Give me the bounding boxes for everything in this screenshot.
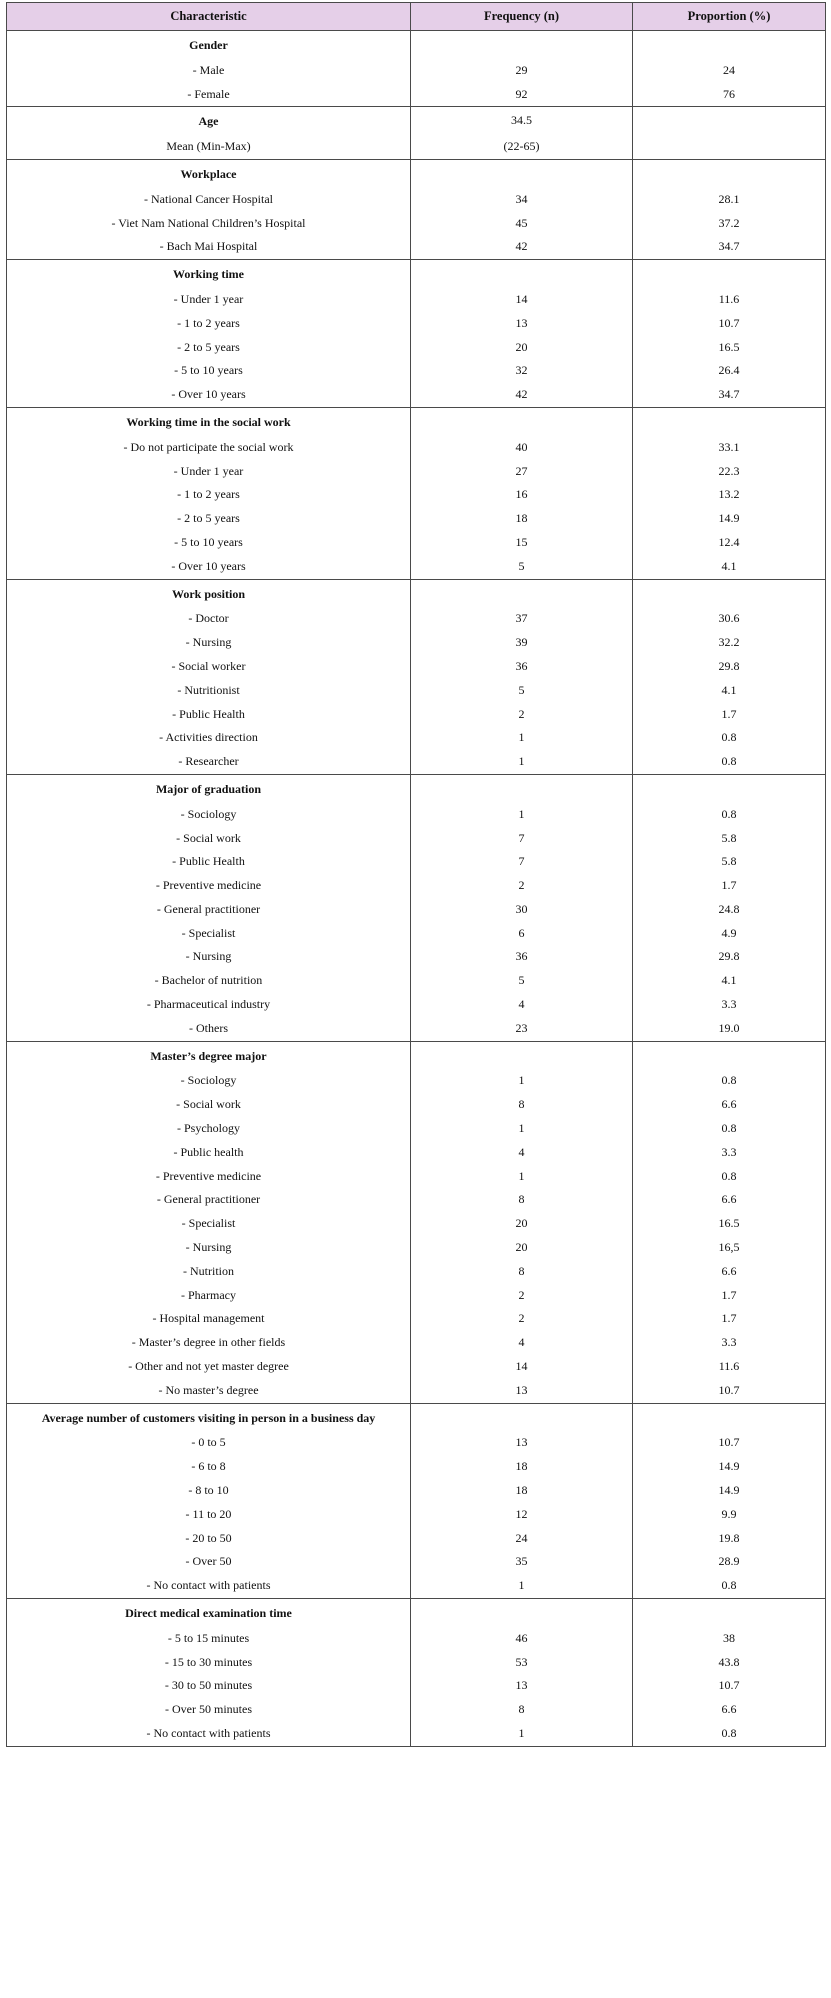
table-group-header-row [7, 774, 826, 802]
row-proportion: 19.0 [633, 1017, 826, 1041]
group-proportion [633, 407, 826, 435]
row-proportion: 0.8 [633, 726, 826, 750]
table-row [7, 483, 826, 507]
row-label: Mean (Min-Max) [7, 135, 411, 159]
row-proportion: 12.4 [633, 531, 826, 555]
table-row [7, 188, 826, 212]
group-proportion [633, 579, 826, 607]
table-row [7, 1550, 826, 1574]
table-row [7, 531, 826, 555]
row-proportion: 11.6 [633, 288, 826, 312]
row-frequency: 8 [411, 1260, 633, 1284]
row-proportion: 1.7 [633, 703, 826, 727]
table-row [7, 83, 826, 107]
table-header-row [7, 3, 826, 31]
row-label: - Pharmacy [7, 1284, 411, 1308]
table-row [7, 969, 826, 993]
table-group-header-row [7, 1403, 826, 1431]
table-row [7, 235, 826, 259]
row-proportion: 26.4 [633, 359, 826, 383]
table-row [7, 1165, 826, 1189]
row-frequency: 20 [411, 1236, 633, 1260]
row-label: - 5 to 10 years [7, 359, 411, 383]
group-frequency [411, 1599, 633, 1627]
table-group-header-row [7, 159, 826, 187]
table-row [7, 1455, 826, 1479]
table-row [7, 1236, 826, 1260]
table-row [7, 436, 826, 460]
table-row [7, 631, 826, 655]
group-title: Age [7, 107, 411, 135]
row-frequency: 35 [411, 1550, 633, 1574]
group-frequency: 34.5 [411, 107, 633, 135]
row-proportion: 1.7 [633, 874, 826, 898]
group-title: Work position [7, 579, 411, 607]
group-proportion [633, 1041, 826, 1069]
row-label: - No contact with patients [7, 1722, 411, 1746]
row-label: - Others [7, 1017, 411, 1041]
group-frequency [411, 1403, 633, 1431]
table-body [7, 31, 826, 1747]
row-proportion: 22.3 [633, 460, 826, 484]
row-proportion: 32.2 [633, 631, 826, 655]
table-row [7, 1069, 826, 1093]
row-frequency: 39 [411, 631, 633, 655]
row-proportion: 10.7 [633, 1431, 826, 1455]
column-header-frequency: Frequency (n) [411, 3, 633, 31]
row-frequency: 13 [411, 312, 633, 336]
group-title: Master’s degree major [7, 1041, 411, 1069]
row-frequency: 14 [411, 1355, 633, 1379]
table-row [7, 212, 826, 236]
row-proportion: 5.8 [633, 827, 826, 851]
row-label: - Pharmaceutical industry [7, 993, 411, 1017]
row-proportion: 16.5 [633, 1212, 826, 1236]
row-label: - Other and not yet master degree [7, 1355, 411, 1379]
group-title: Direct medical examination time [7, 1599, 411, 1627]
row-label: - 2 to 5 years [7, 507, 411, 531]
table-row [7, 1722, 826, 1746]
table-row [7, 1117, 826, 1141]
column-header-proportion: Proportion (%) [633, 3, 826, 31]
row-proportion: 0.8 [633, 1722, 826, 1746]
row-frequency: 29 [411, 59, 633, 83]
row-proportion: 16.5 [633, 336, 826, 360]
column-header-characteristic: Characteristic [7, 3, 411, 31]
group-title: Major of graduation [7, 774, 411, 802]
row-label: - Psychology [7, 1117, 411, 1141]
row-proportion: 0.8 [633, 1165, 826, 1189]
row-proportion: 4.1 [633, 555, 826, 579]
table-row [7, 1379, 826, 1403]
row-label: - General practitioner [7, 1188, 411, 1212]
row-label: - Under 1 year [7, 460, 411, 484]
group-proportion [633, 1599, 826, 1627]
row-label: - Sociology [7, 803, 411, 827]
row-frequency: 1 [411, 1069, 633, 1093]
group-frequency [411, 1041, 633, 1069]
row-proportion: 4.1 [633, 679, 826, 703]
table-row [7, 359, 826, 383]
row-frequency: 4 [411, 993, 633, 1017]
row-proportion: 6.6 [633, 1698, 826, 1722]
row-frequency: 14 [411, 288, 633, 312]
row-proportion: 1.7 [633, 1307, 826, 1331]
row-proportion: 3.3 [633, 1141, 826, 1165]
row-proportion: 13.2 [633, 483, 826, 507]
row-label: - Public health [7, 1141, 411, 1165]
row-label: - Male [7, 59, 411, 83]
table-row [7, 827, 826, 851]
row-proportion: 0.8 [633, 1069, 826, 1093]
table-row [7, 1017, 826, 1041]
row-label: - Nursing [7, 945, 411, 969]
row-frequency: 46 [411, 1627, 633, 1651]
group-proportion [633, 31, 826, 59]
row-label: - 1 to 2 years [7, 483, 411, 507]
row-frequency: 12 [411, 1503, 633, 1527]
row-proportion: 14.9 [633, 507, 826, 531]
row-label: - Specialist [7, 922, 411, 946]
row-proportion: 9.9 [633, 1503, 826, 1527]
row-label: - Specialist [7, 1212, 411, 1236]
row-label: - Activities direction [7, 726, 411, 750]
row-label: - Nursing [7, 1236, 411, 1260]
row-frequency: 20 [411, 1212, 633, 1236]
row-frequency: 37 [411, 607, 633, 631]
row-label: - No master’s degree [7, 1379, 411, 1403]
row-label: - Preventive medicine [7, 1165, 411, 1189]
row-label: - 5 to 15 minutes [7, 1627, 411, 1651]
characteristics-table [6, 2, 826, 1747]
group-proportion [633, 260, 826, 288]
characteristics-table-container [0, 2, 831, 1747]
row-proportion: 33.1 [633, 436, 826, 460]
table-row [7, 1479, 826, 1503]
row-label: - Over 10 years [7, 555, 411, 579]
row-label: - Social work [7, 827, 411, 851]
group-proportion [633, 1403, 826, 1431]
row-frequency: 40 [411, 436, 633, 460]
row-frequency: 36 [411, 945, 633, 969]
row-proportion: 19.8 [633, 1527, 826, 1551]
table-row [7, 1503, 826, 1527]
row-proportion: 10.7 [633, 1674, 826, 1698]
table-row [7, 1355, 826, 1379]
row-frequency: 36 [411, 655, 633, 679]
row-proportion: 3.3 [633, 993, 826, 1017]
row-proportion: 43.8 [633, 1651, 826, 1675]
row-label: - 20 to 50 [7, 1527, 411, 1551]
row-label: - 15 to 30 minutes [7, 1651, 411, 1675]
row-label: - Social worker [7, 655, 411, 679]
table-row [7, 1674, 826, 1698]
row-frequency: 24 [411, 1527, 633, 1551]
row-proportion: 28.1 [633, 188, 826, 212]
row-proportion [633, 135, 826, 159]
row-frequency: 27 [411, 460, 633, 484]
row-label: - National Cancer Hospital [7, 188, 411, 212]
table-row [7, 1141, 826, 1165]
row-frequency: 5 [411, 969, 633, 993]
row-proportion: 6.6 [633, 1093, 826, 1117]
row-frequency: 1 [411, 1722, 633, 1746]
table-row [7, 383, 826, 407]
row-frequency: 8 [411, 1188, 633, 1212]
row-label: - Bachelor of nutrition [7, 969, 411, 993]
table-row [7, 703, 826, 727]
row-frequency: 1 [411, 803, 633, 827]
row-label: - Female [7, 83, 411, 107]
table-row [7, 1212, 826, 1236]
group-frequency [411, 31, 633, 59]
row-frequency: 32 [411, 359, 633, 383]
table-row [7, 1698, 826, 1722]
row-label: - Social work [7, 1093, 411, 1117]
group-frequency [411, 774, 633, 802]
table-row [7, 1331, 826, 1355]
group-title: Workplace [7, 159, 411, 187]
row-proportion: 5.8 [633, 850, 826, 874]
row-proportion: 0.8 [633, 1574, 826, 1598]
row-frequency: 18 [411, 1455, 633, 1479]
table-group-header-row [7, 579, 826, 607]
row-proportion: 1.7 [633, 1284, 826, 1308]
table-row [7, 607, 826, 631]
table-row [7, 922, 826, 946]
row-frequency: 13 [411, 1674, 633, 1698]
table-row [7, 59, 826, 83]
row-frequency: 16 [411, 483, 633, 507]
group-frequency [411, 579, 633, 607]
table-row [7, 850, 826, 874]
group-proportion [633, 159, 826, 187]
row-label: - Viet Nam National Children’s Hospital [7, 212, 411, 236]
row-proportion: 29.8 [633, 655, 826, 679]
row-label: - Preventive medicine [7, 874, 411, 898]
row-label: - Hospital management [7, 1307, 411, 1331]
row-frequency: 6 [411, 922, 633, 946]
row-label: - 30 to 50 minutes [7, 1674, 411, 1698]
row-frequency: 42 [411, 383, 633, 407]
group-frequency [411, 260, 633, 288]
row-label: - Sociology [7, 1069, 411, 1093]
row-label: - Over 50 minutes [7, 1698, 411, 1722]
table-group-header-row [7, 107, 826, 135]
group-frequency [411, 159, 633, 187]
row-proportion: 3.3 [633, 1331, 826, 1355]
row-frequency: 13 [411, 1379, 633, 1403]
row-proportion: 0.8 [633, 750, 826, 774]
row-proportion: 16,5 [633, 1236, 826, 1260]
group-proportion [633, 107, 826, 135]
table-row [7, 898, 826, 922]
row-proportion: 6.6 [633, 1188, 826, 1212]
group-title: Average number of customers visiting in person in a business day [7, 1403, 411, 1431]
group-title: Gender [7, 31, 411, 59]
table-row [7, 507, 826, 531]
row-proportion: 0.8 [633, 803, 826, 827]
table-group-header-row [7, 1599, 826, 1627]
table-row [7, 993, 826, 1017]
row-proportion: 24.8 [633, 898, 826, 922]
row-label: - Nutritionist [7, 679, 411, 703]
row-frequency: (22-65) [411, 135, 633, 159]
row-frequency: 45 [411, 212, 633, 236]
row-proportion: 30.6 [633, 607, 826, 631]
row-frequency: 8 [411, 1698, 633, 1722]
row-frequency: 5 [411, 555, 633, 579]
row-label: - 11 to 20 [7, 1503, 411, 1527]
row-frequency: 7 [411, 827, 633, 851]
row-label: - Researcher [7, 750, 411, 774]
table-group-header-row [7, 260, 826, 288]
row-frequency: 18 [411, 507, 633, 531]
row-label: - Bach Mai Hospital [7, 235, 411, 259]
row-frequency: 1 [411, 1117, 633, 1141]
row-frequency: 13 [411, 1431, 633, 1455]
row-frequency: 1 [411, 1165, 633, 1189]
row-label: - No contact with patients [7, 1574, 411, 1598]
row-proportion: 34.7 [633, 235, 826, 259]
row-proportion: 24 [633, 59, 826, 83]
table-row [7, 750, 826, 774]
table-row [7, 1431, 826, 1455]
table-row [7, 1527, 826, 1551]
table-row [7, 555, 826, 579]
row-proportion: 38 [633, 1627, 826, 1651]
row-label: - Do not participate the social work [7, 436, 411, 460]
row-label: - Public Health [7, 850, 411, 874]
table-row [7, 679, 826, 703]
row-label: - 6 to 8 [7, 1455, 411, 1479]
row-frequency: 4 [411, 1141, 633, 1165]
row-label: - Public Health [7, 703, 411, 727]
row-label: - 1 to 2 years [7, 312, 411, 336]
row-frequency: 42 [411, 235, 633, 259]
row-frequency: 5 [411, 679, 633, 703]
group-proportion [633, 774, 826, 802]
row-frequency: 7 [411, 850, 633, 874]
table-row [7, 135, 826, 159]
row-frequency: 2 [411, 1284, 633, 1308]
row-label: - Under 1 year [7, 288, 411, 312]
table-row [7, 460, 826, 484]
table-row [7, 336, 826, 360]
table-group-header-row [7, 1041, 826, 1069]
table-row [7, 1651, 826, 1675]
row-label: - Master’s degree in other fields [7, 1331, 411, 1355]
row-frequency: 15 [411, 531, 633, 555]
row-proportion: 28.9 [633, 1550, 826, 1574]
row-proportion: 10.7 [633, 312, 826, 336]
table-row [7, 1284, 826, 1308]
row-frequency: 20 [411, 336, 633, 360]
table-row [7, 312, 826, 336]
table-group-header-row [7, 407, 826, 435]
row-label: - 5 to 10 years [7, 531, 411, 555]
row-proportion: 37.2 [633, 212, 826, 236]
table-header [7, 3, 826, 31]
row-proportion: 14.9 [633, 1455, 826, 1479]
row-frequency: 1 [411, 1574, 633, 1598]
row-frequency: 18 [411, 1479, 633, 1503]
table-row [7, 1188, 826, 1212]
row-label: - 8 to 10 [7, 1479, 411, 1503]
row-proportion: 6.6 [633, 1260, 826, 1284]
group-frequency [411, 407, 633, 435]
row-frequency: 1 [411, 750, 633, 774]
table-row [7, 874, 826, 898]
row-proportion: 10.7 [633, 1379, 826, 1403]
row-frequency: 23 [411, 1017, 633, 1041]
table-row [7, 1093, 826, 1117]
table-row [7, 945, 826, 969]
row-frequency: 1 [411, 726, 633, 750]
table-row [7, 1260, 826, 1284]
row-label: - 2 to 5 years [7, 336, 411, 360]
row-label: - Over 10 years [7, 383, 411, 407]
group-title: Working time in the social work [7, 407, 411, 435]
row-proportion: 11.6 [633, 1355, 826, 1379]
row-frequency: 34 [411, 188, 633, 212]
row-label: - 0 to 5 [7, 1431, 411, 1455]
row-proportion: 34.7 [633, 383, 826, 407]
table-group-header-row [7, 31, 826, 59]
row-frequency: 2 [411, 703, 633, 727]
row-frequency: 92 [411, 83, 633, 107]
row-proportion: 76 [633, 83, 826, 107]
row-frequency: 53 [411, 1651, 633, 1675]
table-row [7, 1627, 826, 1651]
group-title: Working time [7, 260, 411, 288]
row-proportion: 4.9 [633, 922, 826, 946]
row-frequency: 8 [411, 1093, 633, 1117]
row-proportion: 0.8 [633, 1117, 826, 1141]
row-proportion: 14.9 [633, 1479, 826, 1503]
row-label: - Doctor [7, 607, 411, 631]
table-row [7, 1307, 826, 1331]
table-row [7, 288, 826, 312]
row-label: - Nursing [7, 631, 411, 655]
table-row [7, 726, 826, 750]
row-proportion: 29.8 [633, 945, 826, 969]
row-frequency: 2 [411, 1307, 633, 1331]
table-row [7, 1574, 826, 1598]
row-label: - Over 50 [7, 1550, 411, 1574]
table-row [7, 655, 826, 679]
row-frequency: 2 [411, 874, 633, 898]
row-label: - Nutrition [7, 1260, 411, 1284]
row-label: - General practitioner [7, 898, 411, 922]
table-row [7, 803, 826, 827]
row-proportion: 4.1 [633, 969, 826, 993]
row-frequency: 30 [411, 898, 633, 922]
row-frequency: 4 [411, 1331, 633, 1355]
